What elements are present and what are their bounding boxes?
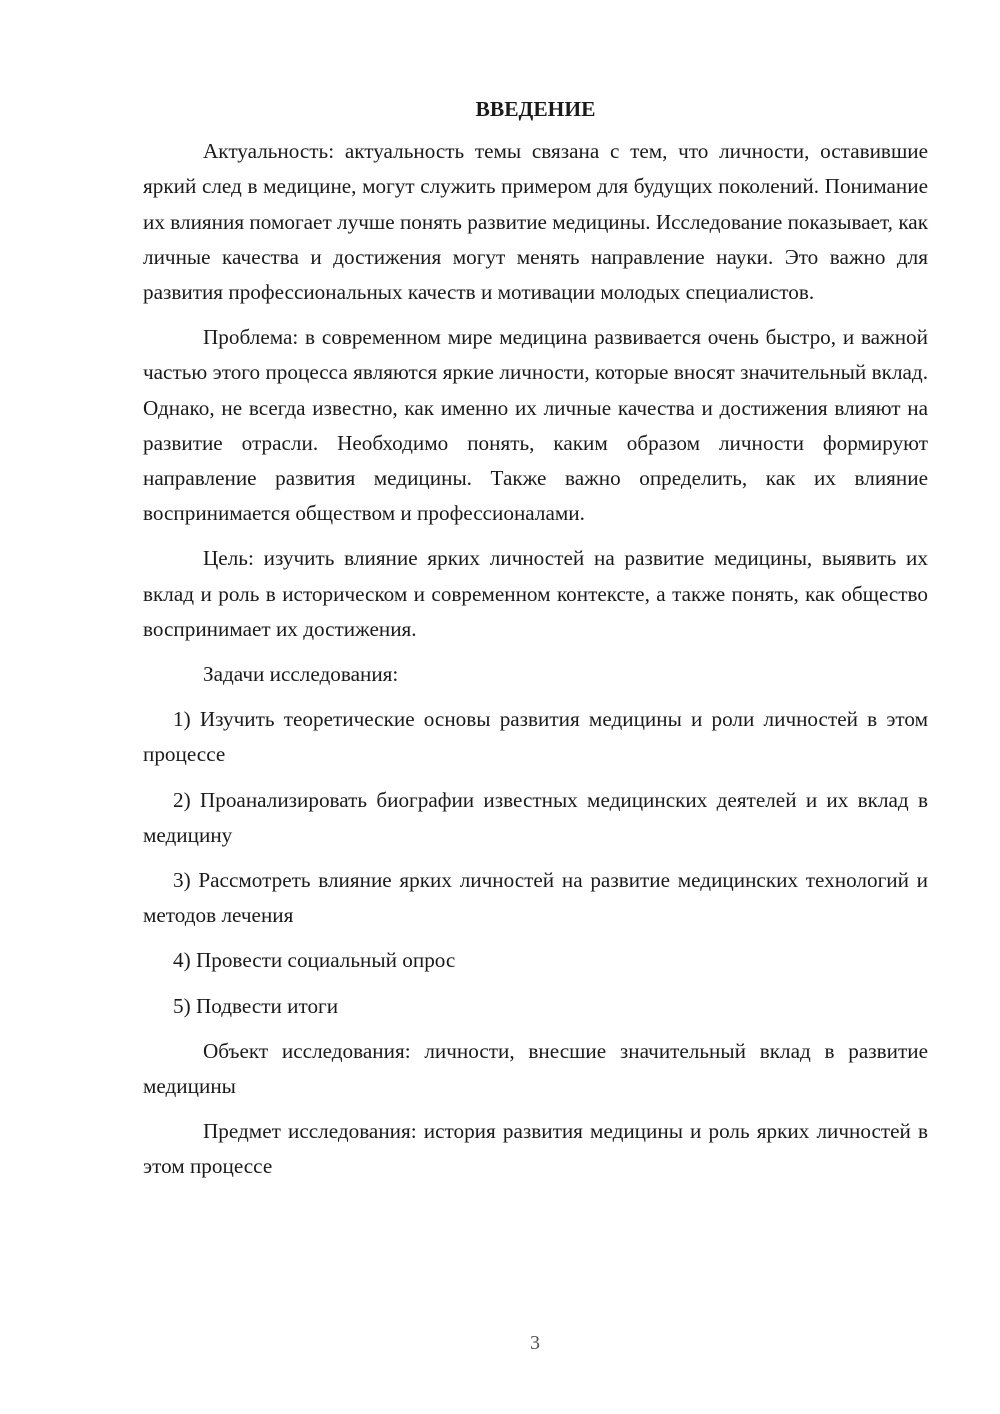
task-item: 2) Проанализировать биографии известных медицинских деятелей и их вклад в медицину — [143, 787, 928, 847]
goal-paragraph: Цель: изучить влияние ярких личностей на развитие медицины, выявить их вклад и роль в историческом и современном контексте, а также понять, как общество воспринимает их достижения. — [143, 546, 928, 641]
task-item: 1) Изучить теоретические основы развития медицины и роли личностей в этом процессе — [143, 707, 928, 767]
page-number: 3 — [530, 1332, 540, 1354]
relevance-paragraph: Актуальность: актуальность темы связана с тем, что личности, оставившие яркий след в медицине, могут служить примером для будущих поколений. Понимание их влияния помогает лучше понять развитие медицины. Исследование показывает, как личные качества и достижения могут менять направление науки. Это важно для развития профессиональных качеств и мотивации молодых специалистов. — [143, 139, 928, 305]
subject-paragraph: Предмет исследования: история развития медицины и роль ярких личностей в этом процессе — [143, 1119, 928, 1179]
problem-paragraph: Проблема: в современном мире медицина развивается очень быстро, и важной частью этого процесса являются яркие личности, которые вносят значительный вклад. Однако, не всегда известно, как именно их личные качества и достижения влияют на развитие отрасли. Необходимо понять, каким образом личности формируют направление развития медицины. Также важно определить, как их влияние воспринимается обществом и профессионалами. — [143, 325, 928, 526]
page-title: ВВЕДЕНИЕ — [475, 97, 596, 121]
task-item: 3) Рассмотреть влияние ярких личностей на развитие медицинских технологий и методов лечения — [143, 868, 928, 928]
task-item: 4) Провести социальный опрос — [173, 948, 456, 973]
object-paragraph: Объект исследования: личности, внесшие значительный вклад в развитие медицины — [143, 1038, 928, 1099]
task-item: 5) Подвести итоги — [173, 993, 339, 1018]
document-page — [143, 92, 928, 1185]
tasks-heading: Задачи исследования: — [203, 662, 399, 687]
